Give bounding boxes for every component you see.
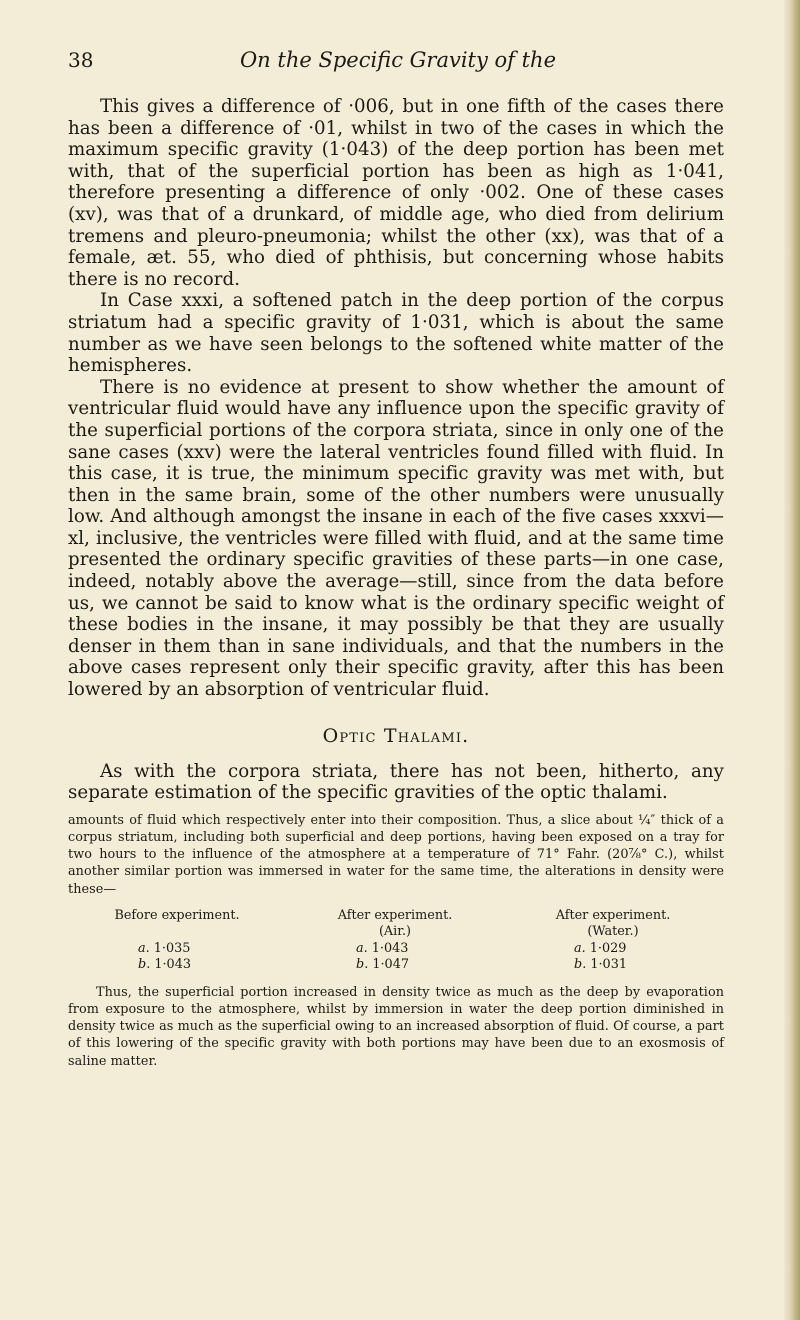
row-value: 1·029 (589, 940, 627, 956)
table-cell (504, 941, 722, 958)
main-text (68, 96, 724, 1070)
paragraph-ventricular-fluid: There is no evidence at present to show whether the amount of ventricular fluid would have any influence upon the specific gravity of the superficial portions of the corpora striata, since in only one of the sane cases (xxv) were the lateral ventricles found filled with fluid. In this case, it is true, the minimum specific gravity was met with, but then in the same brain, some of the other numbers were unusually low. And although amongst the insane in each of the five cases xxxvi—xl, inclusive, the ventricles were filled with fluid, and at the same time presented the ordinary specific gravities of these parts—in one case, indeed, notably above the average—still, since from the data before us, we cannot be said to know what is the ordinary specific weight of these bodies in the insane, it may possibly be that they are usually denser in them than in sane individuals, and that the numbers in the above cases represent only their specific gravity, after this has been lowered by an absorption of ventricular fluid. (68, 376, 724, 701)
table-cell (68, 957, 286, 974)
paragraph-case-xxxi: In Case xxxi, a softened patch in the deep portion of the corpus striatum had a specific gravity of 1·031, which is about the same number as we have seen belongs to the softened white matter of the hemispheres. (68, 290, 724, 377)
row-label: b. (138, 957, 151, 973)
table-cell (504, 957, 722, 974)
row-value: 1·031 (590, 957, 627, 973)
density-table-header-row (68, 908, 724, 925)
footnote-text-after-table: Thus, the superficial portion increased in density twice as much as the deep by evaporation from exposure to the atmosphere, whilst by immersion in water the deep portion diminished in density twice as much as the superficial owing to an increased absorption of fluid. Of course, a part of this lowering of the specific gravity with both portions may have been due to an exosmosis of saline matter. (68, 984, 724, 1069)
density-table (68, 908, 724, 974)
paragraph-optic-thalami: As with the corpora striata, there has not been, hitherto, any separate estimation of the specific gravities of the optic thalami. (68, 760, 724, 804)
table-row (68, 941, 724, 958)
row-value: 1·043 (154, 957, 191, 973)
page-number: 38 (68, 48, 94, 72)
row-label: b. (356, 957, 369, 973)
footnote-text-before-table: amounts of fluid which respectively enter into their composition. Thus, a slice about ¼″ thick of a corpus striatum, including both superficial and deep portions, having been exposed on a tray for two hours to the influence of the atmosphere at a temperature of 71° Fahr. (20⅞° C.), whilst another similar portion was immersed in water for the same time, the alterations in density were these— (68, 812, 724, 897)
header-after-experiment-water: After experiment. (555, 907, 671, 923)
row-value: 1·035 (153, 940, 191, 956)
row-label: a. (138, 940, 150, 956)
density-table-subheader-row (68, 924, 724, 941)
table-cell (286, 941, 504, 958)
row-label: a. (574, 940, 586, 956)
row-value: 1·043 (371, 940, 409, 956)
table-cell (286, 957, 504, 974)
row-value: 1·047 (372, 957, 409, 973)
header-before-experiment: Before experiment. (114, 907, 240, 923)
section-heading-optic-thalami: Optic Thalami. (322, 724, 470, 747)
row-label: a. (356, 940, 368, 956)
subheader-air: (Air.) (378, 924, 412, 940)
row-label: b. (574, 957, 587, 973)
paragraph-difference-cases: This gives a difference of ·006, but in one fifth of the cases there has been a difference of ·01, whilst in two of the cases in which the maximum specific gravity (1·043) of the deep portion has been met with, that of the superficial portion has been as high as 1·041, therefore presenting a difference of only ·002. One of these cases (xv), was that of a drunkard, of middle age, who died from delirium tremens and pleuro-pneumonia; whilst the other (xx), was that of a female, æt. 55, who died of phthisis, but concerning whose habits there is no record. (68, 96, 724, 290)
header-after-experiment-air: After experiment. (337, 907, 453, 923)
page-header (68, 48, 728, 78)
table-cell (68, 941, 286, 958)
page-edge (784, 0, 800, 1320)
running-head: On the Specific Gravity of the (239, 48, 557, 72)
table-row (68, 957, 724, 974)
subheader-water: (Water.) (587, 924, 639, 940)
subheader-before (68, 924, 286, 941)
